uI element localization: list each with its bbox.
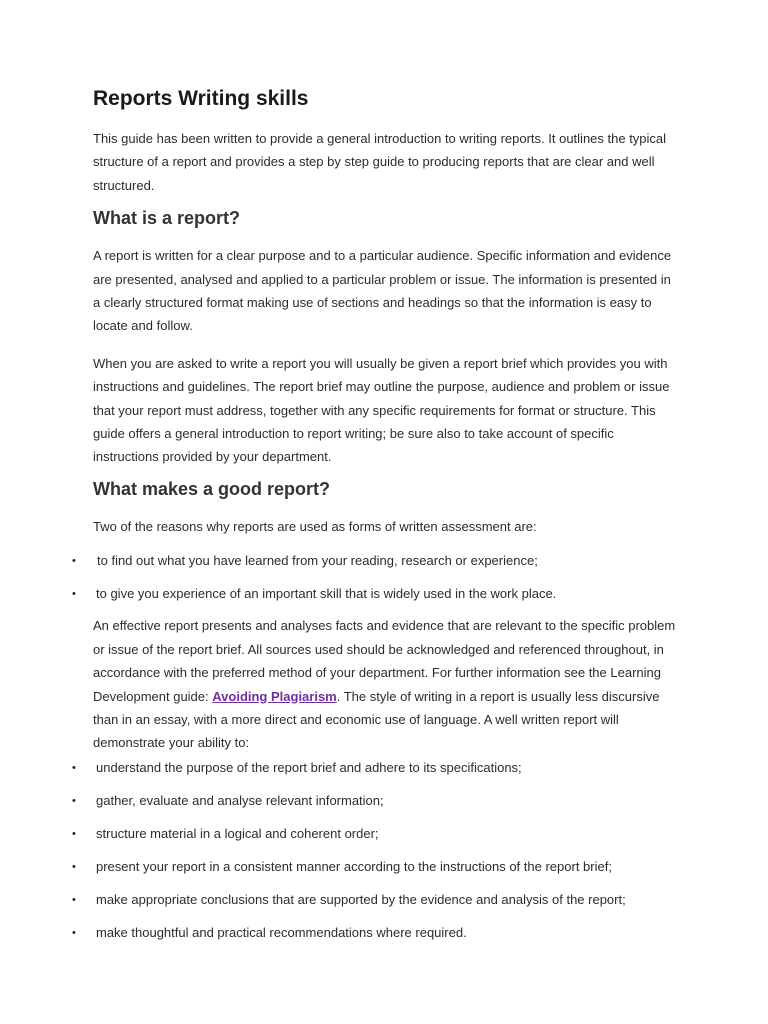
- bullet-icon: •: [72, 588, 76, 601]
- list-item: [72, 759, 678, 792]
- what-is-paragraph-1: A report is written for a clear purpose and to a particular audience. Specific information and evidence are presented, analysed and applied to a particular problem or issue. The information is presented in a clearly structured format making use of sections and headings so that the information is easy to locate and follow.: [93, 248, 672, 334]
- list-item: [72, 891, 678, 924]
- list-item: [72, 792, 678, 825]
- list-item-text: make appropriate conclusions that are supported by the evidence and analysis of the report;: [96, 891, 626, 907]
- list-item-text: present your report in a consistent manner according to the instructions of the report brief;: [96, 858, 612, 874]
- paragraph-text-before-link: An effective report presents and analyses facts and evidence that are relevant to the specific problem or issue of the report brief. All sources used should be acknowledged and referenced throughout, in accordance with the preferred method of your department. For further information see the Learning Development guide:: [93, 618, 676, 704]
- bullet-icon: •: [72, 860, 76, 873]
- list-item-text: make thoughtful and practical recommendations where required.: [96, 924, 467, 940]
- good-report-lead: Two of the reasons why reports are used as forms of written assessment are:: [93, 518, 537, 534]
- heading-what-makes-a-good-report: What makes a good report?: [93, 478, 331, 499]
- list-item: [72, 858, 678, 891]
- intro-paragraph: This guide has been written to provide a general introduction to writing reports. It outlines the typical structure of a report and provides a step by step guide to producing reports that are clear and well structured.: [93, 131, 667, 193]
- list-item-text: to give you experience of an important skill that is widely used in the work place.: [96, 586, 557, 602]
- list-item-text: structure material in a logical and coherent order;: [96, 825, 379, 841]
- list-item: [72, 552, 678, 585]
- list-item: [72, 585, 678, 614]
- bullet-icon: •: [72, 893, 76, 906]
- document-page: [72, 86, 678, 957]
- list-item-text: to find out what you have learned from your reading, research or experience;: [97, 553, 538, 569]
- reasons-list: [72, 552, 678, 614]
- list-item-text: understand the purpose of the report brief and adhere to its specifications;: [96, 759, 522, 775]
- page-title: Reports Writing skills: [93, 87, 309, 110]
- heading-what-is-a-report: What is a report?: [93, 208, 241, 229]
- avoiding-plagiarism-link[interactable]: Avoiding Plagiarism: [212, 688, 337, 704]
- bullet-icon: •: [72, 827, 76, 840]
- good-report-paragraph: [93, 614, 678, 754]
- bullet-icon: •: [72, 761, 76, 774]
- list-item-text: gather, evaluate and analyse relevant information;: [96, 792, 384, 808]
- list-item: [72, 825, 678, 858]
- list-item: [72, 924, 678, 957]
- paragraph-text-after-link: . The style of writing in a report is usually less discursive than in an essay, with a more direct and economic use of language. A well written report will demonstrate your ability to:: [93, 688, 660, 751]
- bullet-icon: •: [72, 794, 76, 807]
- abilities-list: [72, 759, 678, 957]
- what-is-paragraph-2: When you are asked to write a report you will usually be given a report brief which provides you with instructions and guidelines. The report brief may outline the purpose, audience and problem or issue that your report must address, together with any specific requirements for format or structure. This guide offers a general introduction to report writing; be sure also to take account of specific instructions provided by your department.: [93, 355, 670, 465]
- bullet-icon: •: [72, 555, 76, 568]
- bullet-icon: •: [72, 926, 76, 939]
